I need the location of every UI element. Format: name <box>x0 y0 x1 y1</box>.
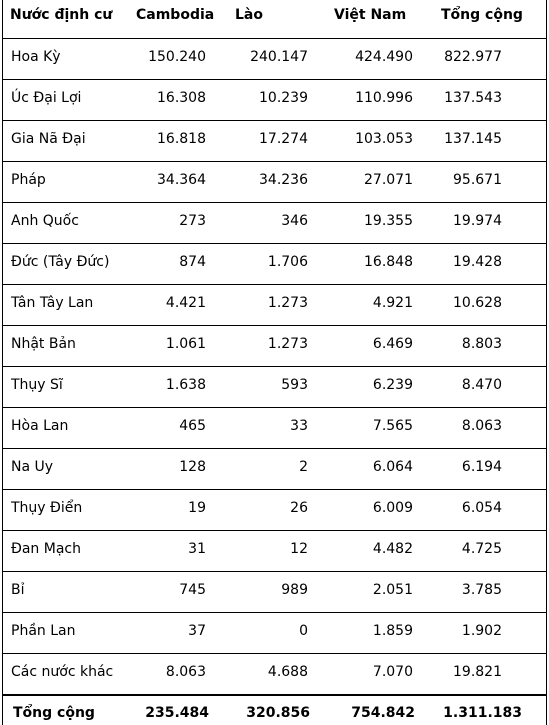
cell-cambodia: 16.818 <box>157 131 206 147</box>
cell-cambodia: 1.638 <box>165 377 206 393</box>
cell-laos: 346 <box>281 213 308 229</box>
cell-cambodia: 465 <box>179 418 206 434</box>
cell-vietnam: 6.469 <box>372 336 413 352</box>
cell-country: Thụy Sĩ <box>11 377 63 393</box>
cell-country: Đan Mạch <box>11 541 81 557</box>
cell-country: Pháp <box>11 172 46 188</box>
total-cambodia: 235.484 <box>145 705 209 721</box>
total-vietnam: 754.842 <box>351 705 415 721</box>
table-row <box>3 39 546 80</box>
cell-country: Gia Nã Đại <box>11 131 86 147</box>
header-country: Nước định cư <box>10 7 113 23</box>
cell-country: Bỉ <box>11 582 25 598</box>
cell-country: Anh Quốc <box>11 213 79 229</box>
cell-total: 19.428 <box>453 254 502 270</box>
table-row <box>3 80 546 121</box>
resettlement-table <box>2 0 547 725</box>
cell-total: 95.671 <box>453 172 502 188</box>
cell-vietnam: 2.051 <box>372 582 413 598</box>
cell-laos: 12 <box>290 541 308 557</box>
cell-cambodia: 1.061 <box>165 336 206 352</box>
cell-total: 6.194 <box>461 459 502 475</box>
cell-cambodia: 8.063 <box>165 664 206 680</box>
table-total-row <box>3 695 546 725</box>
table-row <box>3 613 546 654</box>
cell-laos: 2 <box>299 459 308 475</box>
cell-cambodia: 34.364 <box>157 172 206 188</box>
cell-laos: 240.147 <box>250 49 308 65</box>
header-total: Tổng cộng <box>441 7 523 23</box>
cell-country: Các nước khác <box>11 664 114 680</box>
cell-cambodia: 31 <box>188 541 206 557</box>
cell-total: 6.054 <box>461 500 502 516</box>
cell-vietnam: 103.053 <box>355 131 413 147</box>
total-laos: 320.856 <box>246 705 310 721</box>
cell-total: 19.821 <box>453 664 502 680</box>
cell-cambodia: 150.240 <box>148 49 206 65</box>
cell-vietnam: 424.490 <box>355 49 413 65</box>
cell-laos: 4.688 <box>267 664 308 680</box>
cell-laos: 34.236 <box>259 172 308 188</box>
cell-country: Na Uy <box>11 459 54 475</box>
cell-laos: 33 <box>290 418 308 434</box>
cell-cambodia: 128 <box>179 459 206 475</box>
cell-total: 4.725 <box>461 541 502 557</box>
cell-country: Tân Tây Lan <box>11 295 94 311</box>
cell-total: 8.063 <box>461 418 502 434</box>
table-row <box>3 162 546 203</box>
cell-laos: 10.239 <box>259 90 308 106</box>
table-body <box>3 39 546 695</box>
cell-vietnam: 6.064 <box>372 459 413 475</box>
cell-laos: 17.274 <box>259 131 308 147</box>
cell-vietnam: 1.859 <box>372 623 413 639</box>
cell-total: 137.145 <box>444 131 502 147</box>
cell-total: 19.974 <box>453 213 502 229</box>
cell-laos: 26 <box>290 500 308 516</box>
cell-total: 8.803 <box>461 336 502 352</box>
cell-total: 8.470 <box>461 377 502 393</box>
cell-country: Nhật Bản <box>11 336 76 352</box>
table-row <box>3 449 546 490</box>
total-all: 1.311.183 <box>443 705 522 721</box>
cell-total: 1.902 <box>461 623 502 639</box>
cell-country: Thụy Điển <box>11 500 83 516</box>
cell-cambodia: 37 <box>188 623 206 639</box>
cell-total: 137.543 <box>444 90 502 106</box>
cell-vietnam: 7.070 <box>372 664 413 680</box>
cell-vietnam: 7.565 <box>372 418 413 434</box>
cell-vietnam: 6.009 <box>372 500 413 516</box>
table-row <box>3 326 546 367</box>
cell-vietnam: 6.239 <box>372 377 413 393</box>
cell-country: Đức (Tây Đức) <box>11 254 110 270</box>
cell-cambodia: 16.308 <box>157 90 206 106</box>
cell-laos: 1.273 <box>267 336 308 352</box>
cell-country: Úc Đại Lợi <box>11 90 82 106</box>
cell-cambodia: 745 <box>179 582 206 598</box>
header-cambodia: Cambodia <box>136 7 215 23</box>
cell-vietnam: 16.848 <box>364 254 413 270</box>
table-row <box>3 285 546 326</box>
table-row <box>3 203 546 244</box>
cell-country: Hòa Lan <box>11 418 69 434</box>
cell-laos: 593 <box>281 377 308 393</box>
table-row <box>3 367 546 408</box>
cell-cambodia: 874 <box>179 254 206 270</box>
table-row <box>3 408 546 449</box>
cell-vietnam: 27.071 <box>364 172 413 188</box>
table-row <box>3 490 546 531</box>
cell-cambodia: 4.421 <box>165 295 206 311</box>
table-row <box>3 654 546 695</box>
table-row <box>3 244 546 285</box>
table-row <box>3 531 546 572</box>
table-row <box>3 572 546 613</box>
header-laos: Lào <box>235 7 263 23</box>
table-header-row <box>3 0 546 39</box>
cell-vietnam: 110.996 <box>355 90 413 106</box>
cell-cambodia: 273 <box>179 213 206 229</box>
cell-laos: 1.273 <box>267 295 308 311</box>
cell-laos: 0 <box>299 623 308 639</box>
header-vietnam: Việt Nam <box>334 7 407 23</box>
cell-vietnam: 19.355 <box>364 213 413 229</box>
cell-country: Phần Lan <box>11 623 76 639</box>
table-row <box>3 121 546 162</box>
cell-total: 822.977 <box>444 49 502 65</box>
total-label: Tổng cộng <box>13 705 95 721</box>
cell-laos: 989 <box>281 582 308 598</box>
cell-vietnam: 4.482 <box>372 541 413 557</box>
cell-cambodia: 19 <box>188 500 206 516</box>
cell-vietnam: 4.921 <box>372 295 413 311</box>
cell-country: Hoa Kỳ <box>11 49 61 65</box>
cell-laos: 1.706 <box>267 254 308 270</box>
cell-total: 3.785 <box>461 582 502 598</box>
cell-total: 10.628 <box>453 295 502 311</box>
